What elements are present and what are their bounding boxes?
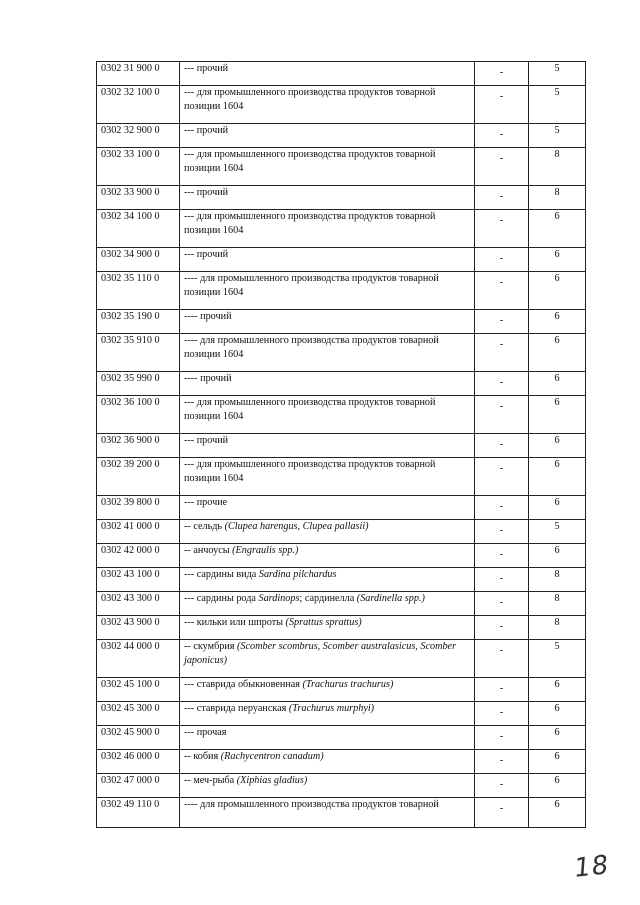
goods-description-cell [180,62,475,86]
goods-description-cell [180,592,475,616]
unit-cell: - [475,774,529,798]
description-text: ---- прочий [184,373,232,384]
duty-rate-cell: 8 [529,186,586,210]
tariff-table [96,61,586,828]
scientific-name: (Scomber scombrus, Scomber australasicus, Scomber japonicus) [184,641,457,666]
unit-cell: - [475,62,529,86]
description-text: --- для промышленного производства продуктов товарной позиции 1604 [184,397,436,422]
table-row [97,496,586,520]
duty-rate-cell: 6 [529,774,586,798]
tnved-code-cell: 0302 42 000 0 [97,544,180,568]
unit-cell: - [475,702,529,726]
tnved-code-cell: 0302 32 900 0 [97,124,180,148]
goods-description-cell [180,726,475,750]
duty-rate-cell: 5 [529,520,586,544]
description-text: -- меч-рыба [184,775,237,786]
description-text: --- сардины рода [184,593,259,604]
description-text: --- прочий [184,187,229,198]
duty-rate-cell: 5 [529,62,586,86]
tnved-code-cell: 0302 49 110 0 [97,798,180,828]
table-row [97,520,586,544]
table-row [97,86,586,124]
table-row [97,750,586,774]
table-row [97,372,586,396]
description-text: --- кильки или шпроты [184,617,286,628]
scientific-name: (Trachurus trachurus) [302,679,394,690]
scientific-name: (Rachycentron canadum) [220,751,324,762]
unit-cell: - [475,544,529,568]
table-row [97,272,586,310]
description-text: -- сельдь [184,521,225,532]
unit-cell: - [475,396,529,434]
unit-cell: - [475,248,529,272]
description-text: --- прочий [184,249,229,260]
table-row [97,434,586,458]
table-row [97,148,586,186]
scientific-name: (Xiphias gladius) [236,775,308,786]
duty-rate-cell: 8 [529,616,586,640]
tnved-code-cell: 0302 44 000 0 [97,640,180,678]
scientific-name: Sardinops [258,593,300,604]
table-row [97,774,586,798]
table-row [97,678,586,702]
unit-cell: - [475,310,529,334]
tariff-table-body [97,62,586,828]
unit-cell: - [475,148,529,186]
goods-description-cell [180,86,475,124]
description-text: -- анчоусы [184,545,233,556]
table-row [97,702,586,726]
table-row [97,798,586,828]
goods-description-cell [180,616,475,640]
table-row [97,124,586,148]
tnved-code-cell: 0302 45 900 0 [97,726,180,750]
tnved-code-cell: 0302 35 110 0 [97,272,180,310]
unit-cell: - [475,372,529,396]
goods-description-cell [180,334,475,372]
tnved-code-cell: 0302 33 900 0 [97,186,180,210]
duty-rate-cell: 5 [529,640,586,678]
duty-rate-cell: 6 [529,334,586,372]
duty-rate-cell: 6 [529,702,586,726]
duty-rate-cell: 5 [529,86,586,124]
goods-description-cell [180,568,475,592]
scientific-name: Sardina pilchardus [258,569,337,580]
table-row [97,616,586,640]
description-text: --- ставрида обыкновенная [184,679,303,690]
duty-rate-cell: 6 [529,544,586,568]
unit-cell: - [475,726,529,750]
description-text: ---- прочий [184,311,232,322]
table-row [97,186,586,210]
goods-description-cell [180,210,475,248]
tnved-code-cell: 0302 45 300 0 [97,702,180,726]
unit-cell: - [475,272,529,310]
tnved-code-cell: 0302 35 990 0 [97,372,180,396]
description-text: -- кобия [184,751,221,762]
tnved-code-cell: 0302 41 000 0 [97,520,180,544]
duty-rate-cell: 6 [529,310,586,334]
goods-description-cell [180,640,475,678]
tnved-code-cell: 0302 39 800 0 [97,496,180,520]
description-text: ; сардинелла [299,593,357,604]
goods-description-cell [180,310,475,334]
unit-cell: - [475,640,529,678]
description-text: --- для промышленного производства продуктов товарной позиции 1604 [184,87,436,112]
table-row [97,568,586,592]
unit-cell: - [475,678,529,702]
goods-description-cell [180,702,475,726]
description-text: ---- для промышленного производства продуктов товарной позиции 1604 [184,273,439,298]
goods-description-cell [180,496,475,520]
tnved-code-cell: 0302 34 900 0 [97,248,180,272]
duty-rate-cell: 6 [529,272,586,310]
table-row [97,640,586,678]
unit-cell: - [475,210,529,248]
duty-rate-cell: 5 [529,124,586,148]
duty-rate-cell: 6 [529,372,586,396]
scientific-name: (Trachurus murphyi) [288,703,375,714]
duty-rate-cell: 6 [529,750,586,774]
tnved-code-cell: 0302 46 000 0 [97,750,180,774]
tnved-code-cell: 0302 34 100 0 [97,210,180,248]
unit-cell: - [475,750,529,774]
description-text: -- скумбрия [184,641,238,652]
duty-rate-cell: 8 [529,568,586,592]
goods-description-cell [180,678,475,702]
scientific-name: (Clupea harengus, Clupea pallasii) [224,521,369,532]
description-text: --- прочий [184,435,229,446]
goods-description-cell [180,458,475,496]
duty-rate-cell: 6 [529,678,586,702]
tnved-code-cell: 0302 43 100 0 [97,568,180,592]
scientific-name: (Engraulis spp.) [232,545,299,556]
description-text: --- прочая [184,727,227,738]
duty-rate-cell: 6 [529,396,586,434]
description-text: --- сардины вида [184,569,259,580]
unit-cell: - [475,520,529,544]
table-row [97,310,586,334]
goods-description-cell [180,434,475,458]
duty-rate-cell: 6 [529,434,586,458]
table-row [97,726,586,750]
duty-rate-cell: 6 [529,458,586,496]
tnved-code-cell: 0302 35 910 0 [97,334,180,372]
description-text: --- для промышленного производства продуктов товарной позиции 1604 [184,211,436,236]
duty-rate-cell: 6 [529,726,586,750]
goods-description-cell [180,520,475,544]
unit-cell: - [475,434,529,458]
unit-cell: - [475,496,529,520]
duty-rate-cell: 6 [529,496,586,520]
duty-rate-cell: 6 [529,798,586,828]
description-text: --- для промышленного производства продуктов товарной позиции 1604 [184,149,436,174]
description-text: ---- для промышленного производства продуктов товарной [184,799,439,810]
goods-description-cell [180,798,475,828]
unit-cell: - [475,798,529,828]
scientific-name: (Sprattus sprattus) [285,617,362,628]
duty-rate-cell: 8 [529,148,586,186]
tnved-code-cell: 0302 35 190 0 [97,310,180,334]
scientific-name: (Sardinella spp.) [356,593,425,604]
unit-cell: - [475,592,529,616]
description-text: --- прочий [184,125,229,136]
goods-description-cell [180,774,475,798]
tnved-code-cell: 0302 33 100 0 [97,148,180,186]
table-row [97,62,586,86]
tnved-code-cell: 0302 31 900 0 [97,62,180,86]
goods-description-cell [180,124,475,148]
goods-description-cell [180,272,475,310]
table-row [97,592,586,616]
goods-description-cell [180,372,475,396]
table-row [97,396,586,434]
table-row [97,458,586,496]
table-row [97,248,586,272]
goods-description-cell [180,248,475,272]
unit-cell: - [475,616,529,640]
tnved-code-cell: 0302 43 900 0 [97,616,180,640]
table-row [97,210,586,248]
duty-rate-cell: 6 [529,210,586,248]
tnved-code-cell: 0302 47 000 0 [97,774,180,798]
unit-cell: - [475,86,529,124]
description-text: --- прочий [184,63,229,74]
goods-description-cell [180,750,475,774]
unit-cell: - [475,334,529,372]
description-text: --- прочие [184,497,228,508]
table-row [97,334,586,372]
unit-cell: - [475,568,529,592]
unit-cell: - [475,186,529,210]
unit-cell: - [475,124,529,148]
unit-cell: - [475,458,529,496]
description-text: ---- для промышленного производства продуктов товарной позиции 1604 [184,335,439,360]
description-text: --- для промышленного производства продуктов товарной позиции 1604 [184,459,436,484]
goods-description-cell [180,186,475,210]
tnved-code-cell: 0302 32 100 0 [97,86,180,124]
duty-rate-cell: 6 [529,248,586,272]
tnved-code-cell: 0302 36 100 0 [97,396,180,434]
tnved-code-cell: 0302 45 100 0 [97,678,180,702]
duty-rate-cell: 8 [529,592,586,616]
handwritten-page-number: 18 [573,849,611,885]
goods-description-cell [180,396,475,434]
goods-description-cell [180,148,475,186]
tnved-code-cell: 0302 36 900 0 [97,434,180,458]
goods-description-cell [180,544,475,568]
tnved-code-cell: 0302 39 200 0 [97,458,180,496]
tnved-code-cell: 0302 43 300 0 [97,592,180,616]
description-text: --- ставрида перуанская [184,703,289,714]
table-row [97,544,586,568]
